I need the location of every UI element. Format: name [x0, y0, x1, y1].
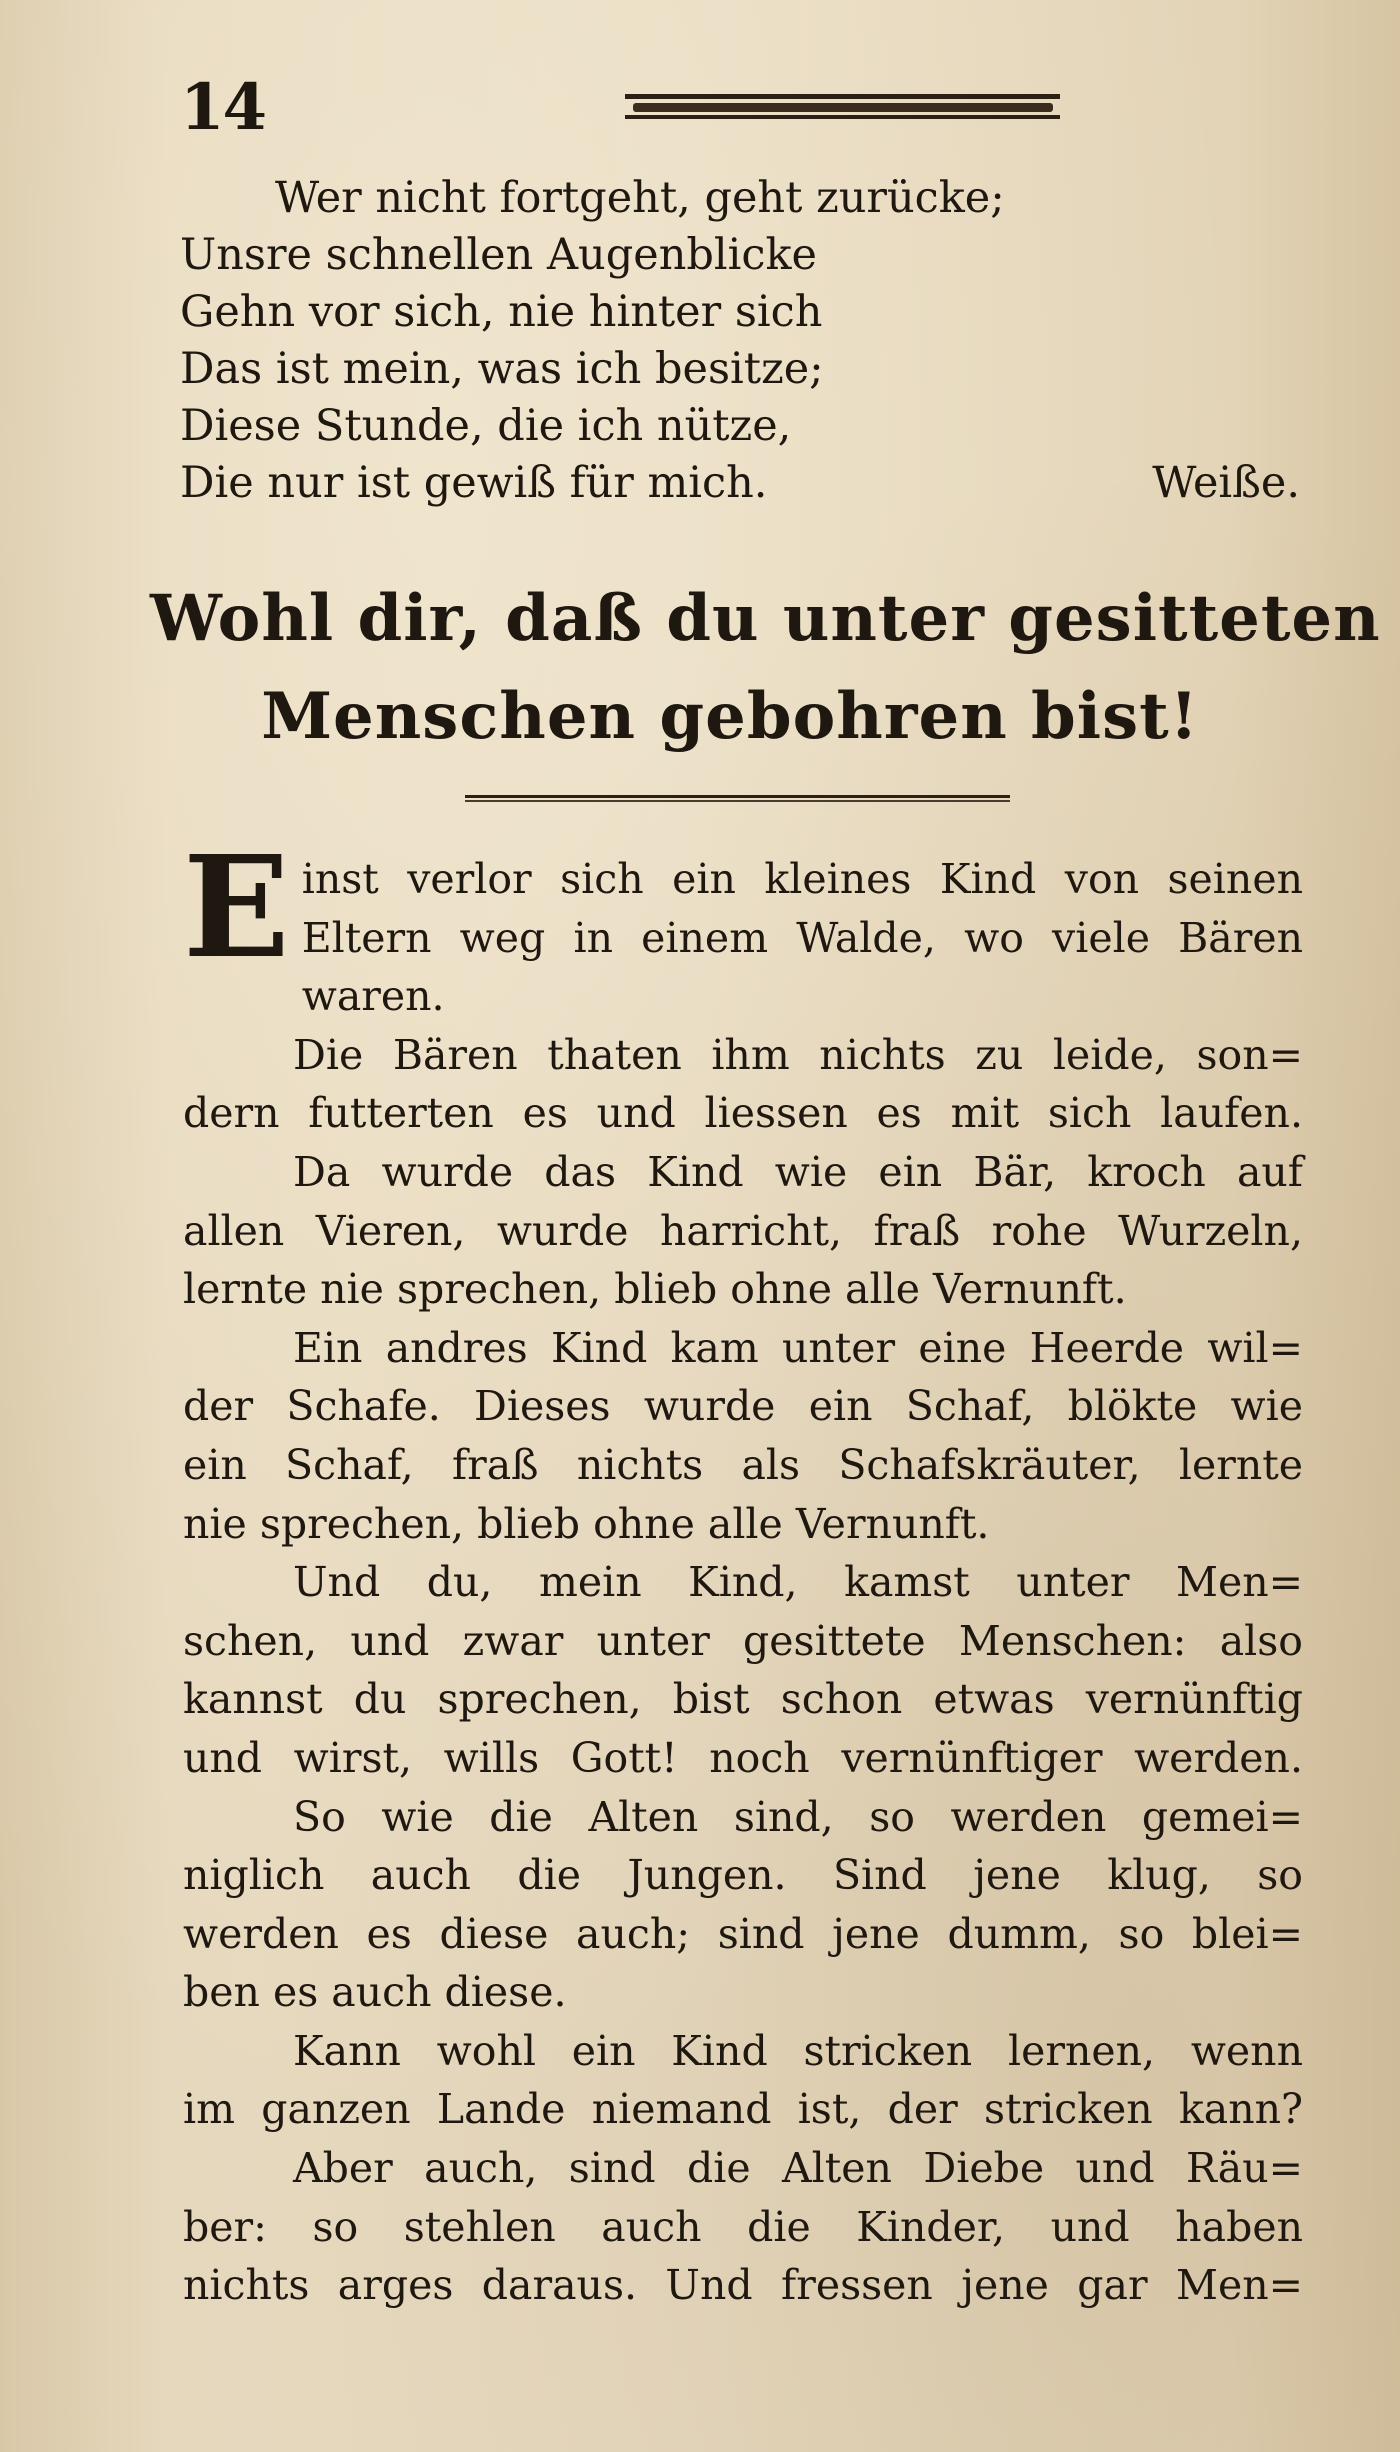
text-line: der Schafe. Dieses wurde ein Schaf, blökte wie: [183, 1382, 1303, 1431]
poem-line: Diese Stunde, die ich nütze,: [180, 401, 792, 451]
text-line: kannst du sprechen, bist schon etwas vernünftig: [183, 1675, 1303, 1724]
text-line: dern futterten es und liessen es mit sich laufen.: [183, 1089, 1303, 1138]
text-line: ber: so stehlen auch die Kinder, und haben: [183, 2202, 1303, 2251]
text-line: lernte nie sprechen, blieb ohne alle Vernunft.: [183, 1265, 1127, 1314]
text-line: Eltern weg in einem Walde, wo viele Bären: [301, 913, 1303, 962]
text-line: Aber auch, sind die Alten Diebe und Räu=: [293, 2144, 1303, 2193]
chapter-title-line-2: Menschen gebohren bist!: [261, 679, 1199, 754]
body-text: [183, 826, 1303, 2315]
text-line: nie sprechen, blieb ohne alle Vernunft.: [183, 1499, 990, 1548]
text-line: werden es diese auch; sind jene dumm, so blei=: [183, 1909, 1303, 1958]
text-line: Und du, mein Kind, kamst unter Men=: [293, 1558, 1303, 1607]
text-line: im ganzen Lande niemand ist, der stricken kann?: [183, 2085, 1303, 2134]
poem-line: Die nur ist gewiß für mich.: [180, 458, 768, 508]
drop-cap: E: [183, 826, 290, 990]
text-line: nichts arges daraus. Und fressen jene gar Men=: [183, 2261, 1303, 2310]
page-number: 14: [180, 70, 266, 145]
text-line: So wie die Alten sind, so werden gemei=: [293, 1792, 1303, 1841]
text-line: niglich auch die Jungen. Sind jene klug, so: [183, 1851, 1303, 1900]
chapter-title-line-1: Wohl dir, daß du unter gesitteten: [150, 581, 1381, 656]
text-line: schen, und zwar unter gesittete Menschen: also: [183, 1616, 1303, 1665]
text-line: allen Vieren, wurde harricht, fraß rohe Wurzeln,: [183, 1206, 1303, 1255]
title-divider: [465, 795, 1010, 803]
text-line: und wirst, wills Gott! noch vernünftiger werden.: [183, 1733, 1303, 1782]
header-ornament: [625, 94, 1060, 120]
poem-line: Wer nicht fortgeht, geht zurücke;: [275, 173, 1005, 223]
text-line: ein Schaf, fraß nichts als Schafskräuter, lernte: [183, 1440, 1303, 1489]
poem-line: Das ist mein, was ich besitze;: [180, 344, 824, 394]
poem-stanza: [180, 170, 1300, 512]
text-line: Kann wohl ein Kind stricken lernen, wenn: [293, 2026, 1303, 2075]
chapter-title: [150, 570, 1381, 766]
text-line: Da wurde das Kind wie ein Bär, kroch auf: [293, 1147, 1303, 1196]
poem-line: Gehn vor sich, nie hinter sich: [180, 287, 823, 337]
text-line: inst verlor sich ein kleines Kind von seinen: [301, 855, 1303, 903]
text-line: ben es auch diese.: [183, 1968, 567, 2017]
text-line: Ein andres Kind kam unter eine Heerde wil=: [293, 1323, 1303, 1372]
page-header: [180, 70, 880, 150]
text-line: waren.: [301, 972, 445, 1021]
poem-author: Weiße.: [1152, 458, 1300, 508]
poem-line: Unsre schnellen Augenblicke: [180, 230, 818, 280]
text-line: Die Bären thaten ihm nichts zu leide, son=: [293, 1030, 1303, 1079]
